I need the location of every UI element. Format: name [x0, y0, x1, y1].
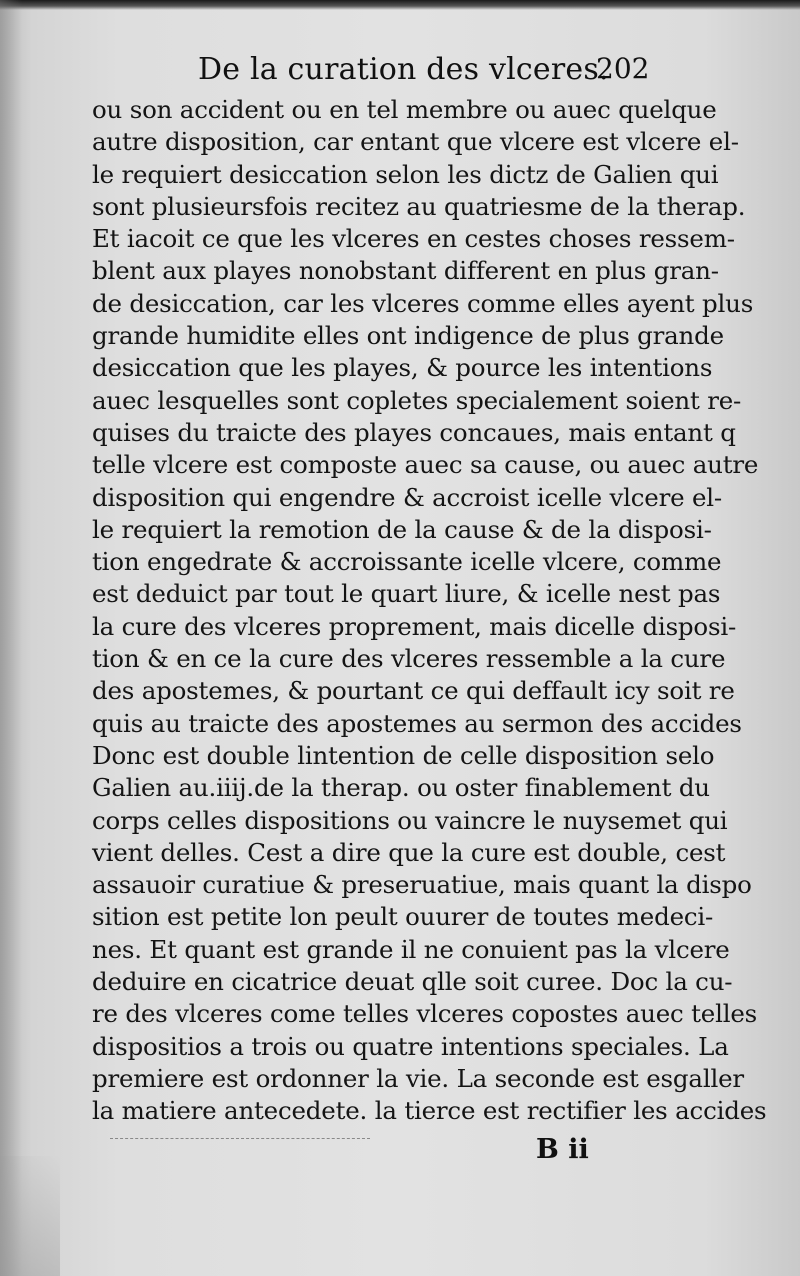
text-line: ou son accident ou en tel membre ou auec quelque [92, 95, 717, 124]
text-line: auec lesquelles sont copletes specialement soient re- [92, 385, 742, 415]
text-line: desiccation que les playes, & pource les intentions [92, 353, 713, 383]
text-line: tion & en ce la cure des vlceres ressemble a la cure [92, 644, 726, 674]
text-line: sont plusieursfois recitez au quatriesme de la therap. [92, 191, 746, 221]
page-header [0, 52, 800, 92]
text-line: quises du traicte des playes concaues, mais entant q [92, 417, 736, 447]
text-line: la matiere antecedete. la tierce est rectifier les accides [92, 1096, 767, 1126]
text-line: blent aux playes nonobstant different en plus gran- [92, 256, 719, 286]
text-line: nes. Et quant est grande il ne conuient pas la vlcere [92, 934, 730, 964]
text-line: re des vlceres come telles vlceres copostes auec telles [92, 999, 758, 1029]
text-line: grande humidite elles ont indigence de plus grande [92, 321, 724, 351]
gutter-shadow [0, 0, 22, 1276]
text-line: premiere est ordonner la vie. La seconde est esgaller [92, 1063, 744, 1093]
text-line: Et iacoit ce que les vlceres en cestes choses ressem- [92, 224, 735, 254]
text-line: assauoir curatiue & preseruatiue, mais quant la dispo [92, 870, 752, 900]
text-line: de desiccation, car les vlceres comme elles ayent plus [92, 288, 754, 318]
text-line: autre disposition, car entant que vlcere est vlcere el- [92, 127, 739, 157]
text-line: Donc est double lintention de celle disposition selo [92, 740, 715, 770]
text-line: disposition qui engendre & accroist icelle vlcere el- [92, 482, 723, 512]
folio-number: 202 [596, 52, 650, 85]
text-line: tion engedrate & accroissante icelle vlcere, comme [92, 547, 722, 577]
running-title: De la curation des vlceres. [198, 52, 609, 87]
text-line: quis au traicte des apostemes au sermon des accides [92, 708, 742, 738]
text-line: corps celles dispositions ou vaincre le nuysemet qui [92, 805, 728, 835]
text-line: sition est petite lon peult ouurer de toutes medeci- [92, 902, 714, 932]
text-line: le requiert desiccation selon les dictz de Galien qui [92, 159, 719, 189]
text-line: deduire en cicatrice deuat qlle soit curee. Doc la cu- [92, 967, 733, 997]
page-corner-fold [0, 1156, 60, 1276]
text-line: la cure des vlceres proprement, mais dicelle disposi- [92, 611, 737, 641]
text-line: le requiert la remotion de la cause & de la disposi- [92, 514, 712, 544]
page-top-edge [0, 0, 800, 10]
signature-mark: B ii [536, 1134, 589, 1165]
body-text [92, 94, 767, 1128]
text-line: dispositios a trois ou quatre intentions speciales. La [92, 1031, 729, 1061]
text-line: Galien au.iiij.de la therap. ou oster finablement du [92, 773, 710, 803]
text-line: des apostemes, & pourtant ce qui deffault icy soit re [92, 676, 735, 706]
footer-rule [110, 1138, 370, 1139]
text-line: telle vlcere est composte auec sa cause, ou auec autre [92, 450, 759, 480]
text-line: vient delles. Cest a dire que la cure est double, cest [92, 837, 726, 867]
text-line: est deduict par tout le quart liure, & icelle nest pas [92, 579, 721, 609]
